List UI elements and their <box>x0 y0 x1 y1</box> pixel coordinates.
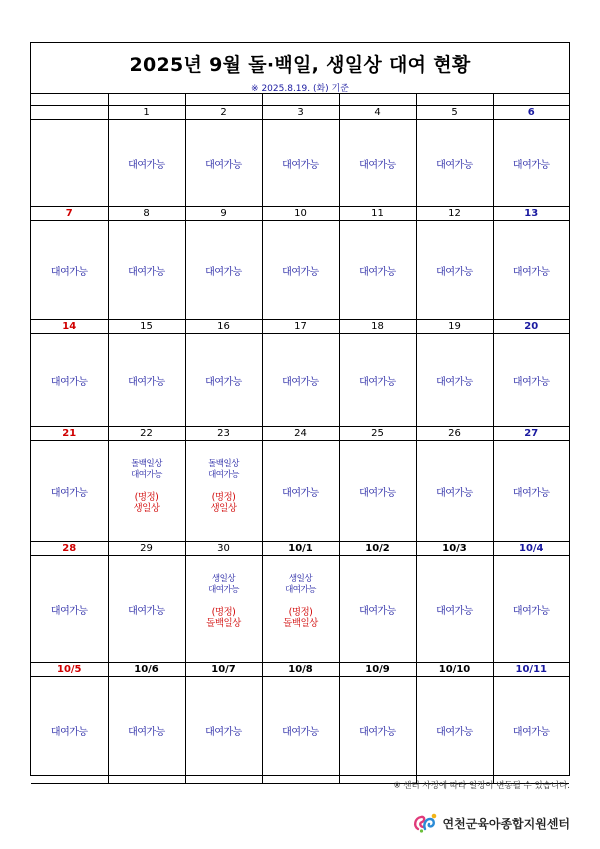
status-cell <box>185 556 262 663</box>
status-cell <box>262 441 339 542</box>
reserved-item-label: 생일상 <box>210 503 237 514</box>
status-cell <box>108 120 185 207</box>
date-cell: 22 <box>108 427 185 441</box>
reservation-holder: (명정) <box>211 492 236 503</box>
availability-label: 대여가능 <box>359 159 396 171</box>
item-type-label: 돌백일상 <box>131 459 162 469</box>
availability-label: 대여가능 <box>436 376 473 388</box>
status-cell <box>493 120 569 207</box>
status-cell <box>416 334 493 427</box>
availability-label: 대여가능 <box>512 605 550 617</box>
status-row <box>31 334 569 427</box>
status-cell <box>416 441 493 542</box>
status-cell <box>339 556 416 663</box>
calendar-table <box>31 93 569 784</box>
availability-label: 대여가능 <box>50 487 88 499</box>
availability-label: 대여가능 <box>436 159 473 171</box>
status-cell <box>493 334 569 427</box>
availability-label: 대여가능 <box>128 726 165 738</box>
weekday-header-cell <box>185 93 262 106</box>
availability-label: 대여가능 <box>282 487 319 499</box>
availability-label: 대여가능 <box>512 376 550 388</box>
availability-label: 대여가능 <box>50 605 88 617</box>
date-cell: 10/1 <box>262 542 339 556</box>
date-cell: 26 <box>416 427 493 441</box>
status-cell <box>108 677 185 784</box>
date-cell: 4 <box>339 106 416 120</box>
date-cell: 9 <box>185 207 262 221</box>
date-cell-sunday: 21 <box>31 427 108 441</box>
item-type-label: 생일상 <box>288 574 313 584</box>
date-cell: 2 <box>185 106 262 120</box>
availability-label: 대여가능 <box>50 266 88 278</box>
availability-label: 대여가능 <box>436 605 473 617</box>
date-cell: 15 <box>108 320 185 334</box>
date-cell-saturday: 20 <box>493 320 569 334</box>
status-cell <box>185 441 262 542</box>
status-cell <box>185 120 262 207</box>
date-row <box>31 542 569 556</box>
page-subtitle: ※ 2025.8.19. (화) 기준 <box>251 84 349 94</box>
status-cell <box>108 441 185 542</box>
status-cell <box>262 221 339 320</box>
availability-label: 대여가능 <box>512 487 550 499</box>
availability-label: 대여가능 <box>436 726 473 738</box>
org-logo-icon <box>413 812 439 834</box>
date-row <box>31 207 569 221</box>
date-cell-saturday: 6 <box>493 106 569 120</box>
availability-label: 대여가능 <box>359 266 396 278</box>
status-cell <box>31 441 108 542</box>
reserved-item-label: 돌백일상 <box>206 618 241 629</box>
date-cell: 16 <box>185 320 262 334</box>
status-cell <box>185 677 262 784</box>
date-cell-saturday: 27 <box>493 427 569 441</box>
date-cell: 19 <box>416 320 493 334</box>
availability-label: 대여가능 <box>128 159 165 171</box>
status-cell <box>31 334 108 427</box>
weekday-header-cell <box>493 93 569 106</box>
status-cell <box>416 677 493 784</box>
reserved-item-label: 돌백일상 <box>283 618 318 629</box>
availability-label: 대여가능 <box>512 159 550 171</box>
status-row <box>31 677 569 784</box>
status-cell <box>31 221 108 320</box>
date-cell-saturday: 10/4 <box>493 542 569 556</box>
date-cell: 10/10 <box>416 663 493 677</box>
reservation-holder: (명정) <box>211 607 236 618</box>
status-cell <box>108 556 185 663</box>
availability-label: 대여가능 <box>50 376 88 388</box>
status-cell <box>339 441 416 542</box>
availability-label: 대여가능 <box>208 585 239 595</box>
availability-label: 대여가능 <box>128 376 165 388</box>
status-cell <box>493 221 569 320</box>
date-cell: 8 <box>108 207 185 221</box>
status-cell <box>416 221 493 320</box>
status-cell <box>108 221 185 320</box>
status-cell <box>493 441 569 542</box>
date-cell: 23 <box>185 427 262 441</box>
status-cell <box>31 120 108 207</box>
title-area <box>31 43 569 94</box>
availability-label: 대여가능 <box>359 487 396 499</box>
weekday-header-cell <box>416 93 493 106</box>
reservation-holder: (명정) <box>288 607 313 618</box>
status-cell <box>262 677 339 784</box>
status-row <box>31 120 569 207</box>
availability-label: 대여가능 <box>436 487 473 499</box>
status-cell <box>339 334 416 427</box>
availability-label: 대여가능 <box>285 585 316 595</box>
date-cell-sunday: 10/5 <box>31 663 108 677</box>
reserved-item-label: 생일상 <box>133 503 160 514</box>
date-cell: 10 <box>262 207 339 221</box>
date-cell-sunday <box>31 106 108 120</box>
availability-label: 대여가능 <box>282 726 319 738</box>
status-row <box>31 221 569 320</box>
weekday-header-cell <box>339 93 416 106</box>
date-cell: 30 <box>185 542 262 556</box>
footnote: ※ 센터 사정에 따라 일정이 변동될 수 있습니다. <box>393 781 570 791</box>
weekday-header-cell <box>31 93 108 106</box>
item-type-label: 생일상 <box>211 574 236 584</box>
status-cell <box>493 677 569 784</box>
date-row <box>31 663 569 677</box>
status-cell <box>339 677 416 784</box>
date-cell-sunday: 28 <box>31 542 108 556</box>
date-cell: 10/9 <box>339 663 416 677</box>
date-cell: 10/8 <box>262 663 339 677</box>
availability-label: 대여가능 <box>359 376 396 388</box>
availability-label: 대여가능 <box>128 266 165 278</box>
item-type-label: 돌백일상 <box>208 459 239 469</box>
date-row <box>31 427 569 441</box>
availability-label: 대여가능 <box>50 726 88 738</box>
date-cell: 1 <box>108 106 185 120</box>
date-cell: 29 <box>108 542 185 556</box>
date-cell-sunday: 7 <box>31 207 108 221</box>
date-cell-saturday: 10/11 <box>493 663 569 677</box>
status-cell <box>31 556 108 663</box>
date-cell: 17 <box>262 320 339 334</box>
availability-label: 대여가능 <box>359 726 396 738</box>
date-cell: 10/2 <box>339 542 416 556</box>
page-title: 2025년 9월 돌·백일, 생일상 대여 현황 <box>129 54 471 76</box>
date-row <box>31 106 569 120</box>
status-cell <box>416 556 493 663</box>
date-cell: 18 <box>339 320 416 334</box>
date-cell: 10/3 <box>416 542 493 556</box>
date-cell: 3 <box>262 106 339 120</box>
date-cell: 5 <box>416 106 493 120</box>
date-cell: 24 <box>262 427 339 441</box>
date-row <box>31 320 569 334</box>
availability-label: 대여가능 <box>205 726 242 738</box>
availability-label: 대여가능 <box>359 605 396 617</box>
status-cell <box>416 120 493 207</box>
availability-label: 대여가능 <box>512 266 550 278</box>
date-cell: 10/6 <box>108 663 185 677</box>
status-cell <box>262 556 339 663</box>
availability-label: 대여가능 <box>205 159 242 171</box>
availability-label: 대여가능 <box>282 266 319 278</box>
date-cell-sunday: 14 <box>31 320 108 334</box>
date-cell: 10/7 <box>185 663 262 677</box>
availability-label: 대여가능 <box>436 266 473 278</box>
availability-label: 대여가능 <box>128 605 165 617</box>
availability-label: 대여가능 <box>131 470 162 480</box>
status-cell <box>185 334 262 427</box>
org-logo <box>413 812 570 834</box>
availability-label: 대여가능 <box>282 376 319 388</box>
status-cell <box>108 334 185 427</box>
status-cell <box>339 221 416 320</box>
date-cell: 11 <box>339 207 416 221</box>
date-cell-saturday: 13 <box>493 207 569 221</box>
availability-label: 대여가능 <box>205 266 242 278</box>
availability-label: 대여가능 <box>282 159 319 171</box>
date-cell: 25 <box>339 427 416 441</box>
org-name: 연천군육아종합지원센터 <box>442 816 570 831</box>
reservation-holder: (명정) <box>134 492 159 503</box>
weekday-header-cell <box>262 93 339 106</box>
status-cell <box>185 221 262 320</box>
status-cell <box>493 556 569 663</box>
weekday-header-cell <box>108 93 185 106</box>
status-cell <box>262 334 339 427</box>
availability-label: 대여가능 <box>205 376 242 388</box>
status-row <box>31 441 569 542</box>
availability-label: 대여가능 <box>208 470 239 480</box>
weekday-header-row <box>31 93 569 106</box>
status-row <box>31 556 569 663</box>
status-cell <box>262 120 339 207</box>
status-cell <box>31 677 108 784</box>
status-cell <box>339 120 416 207</box>
calendar-frame <box>30 42 570 776</box>
date-cell: 12 <box>416 207 493 221</box>
availability-label: 대여가능 <box>512 726 550 738</box>
